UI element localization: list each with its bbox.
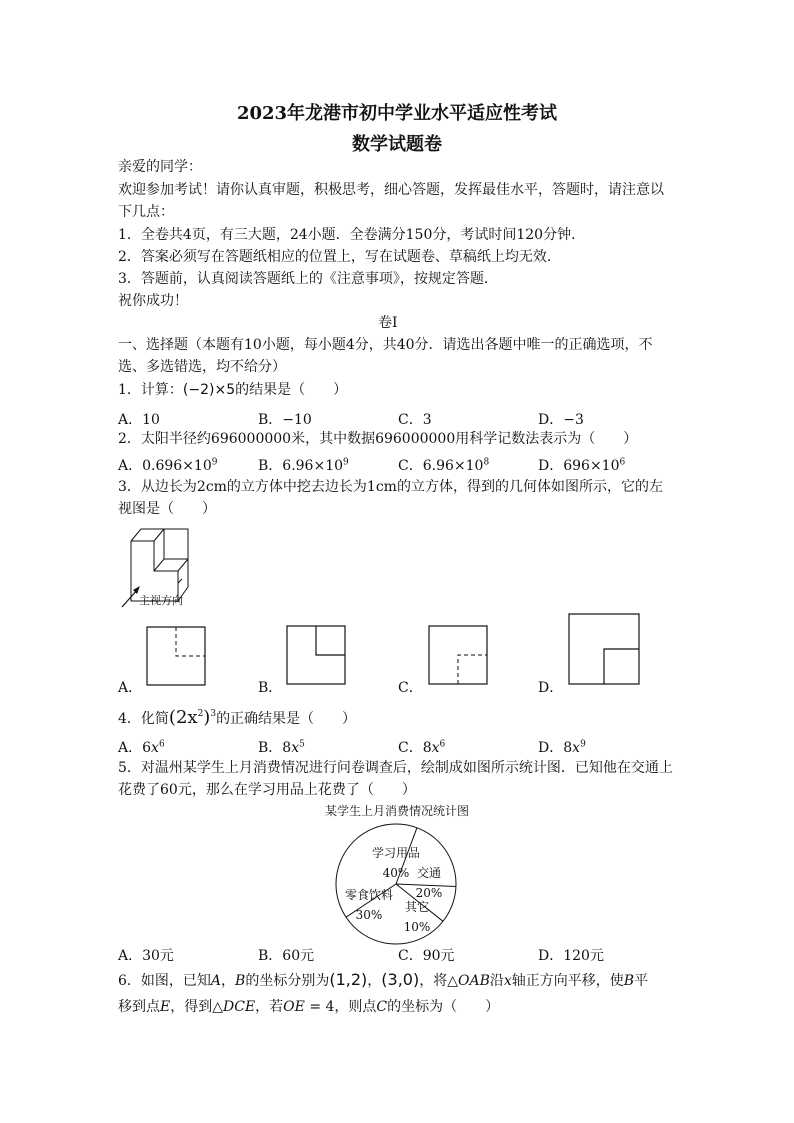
question-5-option-b[interactable]: B．60元 — [258, 948, 315, 964]
pie-chart-title: 某学生上月消费情况统计图 — [324, 804, 469, 818]
greeting: 亲爱的同学： — [118, 159, 202, 175]
question-1-option-d[interactable]: D．−3 — [538, 412, 584, 428]
pie-slice-name: 学习用品 — [371, 846, 421, 861]
question-5-option-a[interactable]: A．30元 — [118, 948, 174, 964]
pie-chart — [326, 822, 466, 946]
question-3-option-b-figure[interactable] — [286, 625, 348, 687]
pie-slice-percent: 20% — [415, 886, 443, 900]
note-3: 3．答题前，认真阅读答题纸上的《注意事项》，按规定答题． — [118, 271, 498, 287]
question-1-stem: 1．计算：(−2)×5的结果是（ ） — [118, 382, 348, 398]
question-4-option-c[interactable]: C．$8x^6$ — [398, 739, 446, 756]
question-4-expression: $(2x^2)^3$ — [168, 707, 217, 728]
question-2-option-d[interactable]: D．$696\times 10^6$ — [538, 457, 626, 474]
question-3-option-d-label[interactable]: D． — [538, 680, 564, 696]
question-4-option-b[interactable]: B．$8x^5$ — [258, 739, 305, 756]
question-3-option-c-label[interactable]: C． — [398, 680, 423, 696]
question-6-line-1: 6．如图，已知A，B的坐标分别为(1,2)，(3,0)，将△OAB沿x轴正方向平移，使B平 — [118, 970, 649, 989]
section-heading-line-1: 一、选择题（本题有10小题，每小题4分，共40分．请选出各题中唯一的正确选项，不 — [118, 337, 653, 353]
question-3-option-a-label[interactable]: A． — [118, 680, 143, 696]
question-1-option-b[interactable]: B．−10 — [258, 412, 312, 428]
question-5-option-c[interactable]: C．90元 — [398, 948, 455, 964]
question-3-line-2: 视图是（ ） — [118, 501, 216, 517]
question-4-option-d[interactable]: D．$8x^9$ — [538, 739, 586, 756]
section-heading-line-2: 选、多选错选，均不给分） — [118, 359, 286, 375]
question-5-option-d[interactable]: D．120元 — [538, 948, 604, 964]
pie-slice-name: 其它 — [404, 900, 430, 915]
question-5-line-2: 花费了60元，那么在学习用品上花费了（ ） — [118, 782, 416, 798]
question-3-option-b-label[interactable]: B． — [258, 680, 283, 696]
pie-slice-name: 交通 — [416, 866, 442, 880]
question-1-option-c[interactable]: C．3 — [398, 412, 432, 428]
question-4-option-a[interactable]: A．$6x^6$ — [118, 739, 165, 756]
intro-line-2: 下几点： — [118, 204, 174, 220]
question-1-expression: (−2)×5 — [182, 382, 236, 398]
question-5-line-1: 5．对温州某学生上月消费情况进行问卷调查后，绘制成如图所示统计图．已知他在交通上 — [118, 760, 673, 776]
question-4-stem: 4．化简$(2x^2)^3$的正确结果是（ ） — [118, 707, 357, 728]
exam-title: 2023年龙港市初中学业水平适应性考试 — [236, 103, 558, 124]
direction-label: 主视方向 — [139, 594, 183, 607]
question-2-option-b[interactable]: B．$6.96\times 10^9$ — [258, 457, 349, 474]
question-6-line-2: 移到点E，得到△DCE，若OE = 4，则点C的坐标为（ ） — [118, 999, 500, 1015]
note-2: 2．答案必须写在答题纸相应的位置上，写在试题卷、草稿纸上均无效． — [118, 249, 561, 265]
question-2-option-a[interactable]: A．$0.696\times 10^9$ — [118, 457, 218, 474]
note-1: 1．全卷共4页，有三大题，24小题．全卷满分150分，考试时间120分钟． — [118, 227, 586, 243]
pie-slice-name: 零食饮料 — [344, 888, 394, 903]
pie-slice-percent: 40% — [382, 866, 410, 881]
intro-line-1: 欢迎参加考试！请你认真审题，积极思考，细心答题，发挥最佳水平，答题时，请注意以 — [118, 182, 664, 198]
volume-label: 卷Ⅰ — [378, 315, 398, 331]
question-2-stem: 2．太阳半径约696000000米，其中数据696000000用科学记数法表示为（ ） — [118, 431, 638, 447]
question-3-line-1: 3．从边长为2cm的立方体中挖去边长为1cm的立方体，得到的几何体如图所示，它的左 — [118, 479, 663, 495]
question-2-option-c[interactable]: C．$6.96\times 10^8$ — [398, 457, 490, 474]
question-3-option-c-figure[interactable] — [428, 625, 490, 687]
question-3-option-a-figure[interactable] — [146, 626, 208, 688]
pie-slice-percent: 10% — [403, 920, 431, 935]
question-1-option-a[interactable]: A．10 — [118, 412, 160, 428]
exam-subtitle: 数学试题卷 — [352, 134, 442, 155]
pie-slice-percent: 30% — [355, 908, 383, 923]
question-3-option-d-figure[interactable] — [568, 613, 642, 687]
wish: 祝你成功！ — [118, 293, 188, 309]
